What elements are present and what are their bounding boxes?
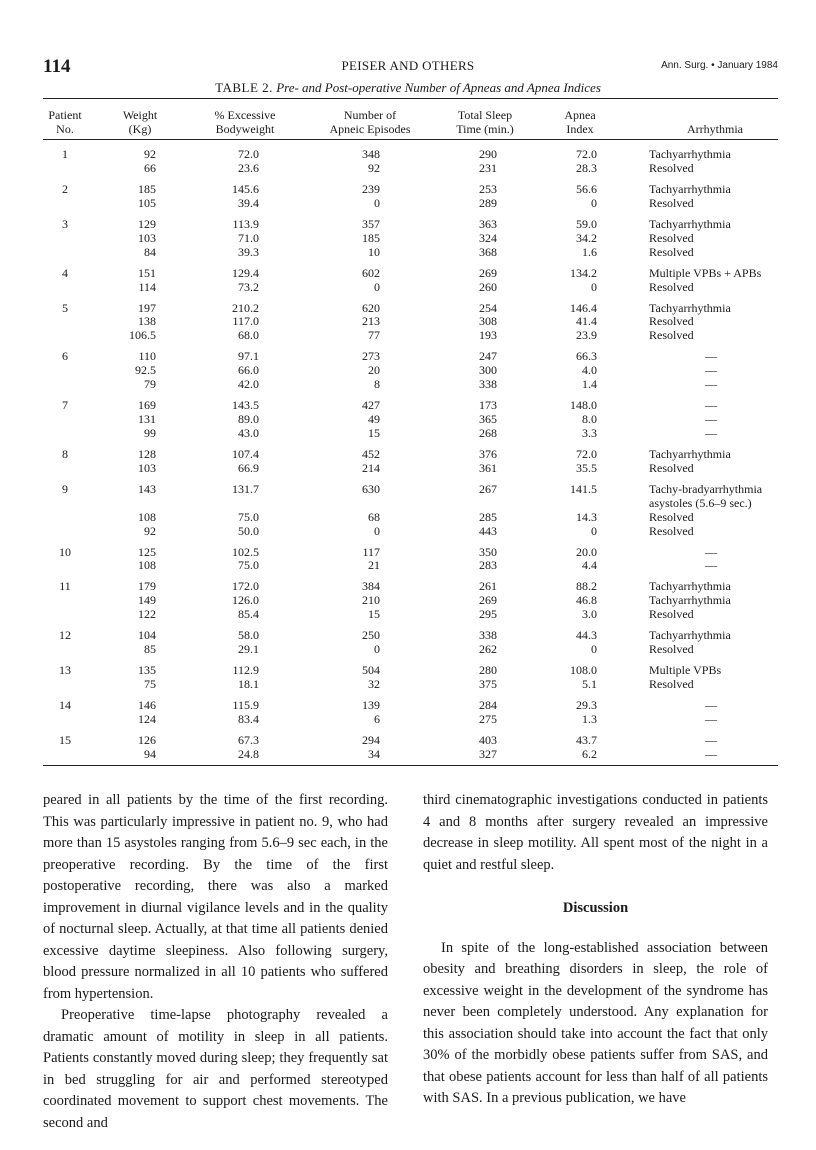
cell-arrhythmia: Tachyarrhythmia xyxy=(649,446,731,461)
cell-weight: 108 xyxy=(138,509,156,524)
cell-sleep-time: 338 xyxy=(479,628,497,643)
cell-arrhythmia: Tachyarrhythmia xyxy=(649,628,731,643)
cell-sleep-time: 338 xyxy=(479,377,497,392)
cell-sleep-time: 368 xyxy=(479,244,497,259)
cell-apnea-index: 6.2 xyxy=(582,746,597,761)
cell-arrhythmia: — xyxy=(705,363,717,378)
cell-weight: 108 xyxy=(138,558,156,573)
cell-excess: 129.4 xyxy=(232,265,259,280)
col-header-apnea-index: Apnea Index xyxy=(564,108,596,136)
cell-arrhythmia: — xyxy=(705,544,717,559)
cell-apnea-index: 4.4 xyxy=(582,558,597,573)
cell-weight: 104 xyxy=(138,628,156,643)
cell-sleep-time: 275 xyxy=(479,711,497,726)
cell-episodes: 0 xyxy=(374,642,380,657)
cell-weight: 124 xyxy=(138,711,156,726)
cell-apnea-index: 148.0 xyxy=(570,398,597,413)
cell-sleep-time: 285 xyxy=(479,509,497,524)
text-column-right xyxy=(423,790,768,1110)
cell-excess: 126.0 xyxy=(232,593,259,608)
cell-patient-no: 8 xyxy=(62,446,68,461)
cell-weight: 131 xyxy=(138,412,156,426)
cell-apnea-index: 3.3 xyxy=(582,425,597,440)
cell-sleep-time: 403 xyxy=(479,732,497,747)
cell-apnea-index: 35.5 xyxy=(576,460,597,475)
cell-excess: 113.9 xyxy=(232,216,259,231)
cell-sleep-time: 193 xyxy=(479,328,497,343)
cell-weight: 75 xyxy=(144,677,156,691)
journal-citation: Ann. Surg. • January 1984 xyxy=(661,60,778,71)
cell-arrhythmia: — xyxy=(705,711,717,726)
cell-excess: 68.0 xyxy=(238,328,259,343)
cell-episodes: 250 xyxy=(362,628,380,643)
cell-weight: 135 xyxy=(138,663,156,678)
cell-arrhythmia: Tachy-bradyarrhythmia xyxy=(649,481,763,496)
cell-apnea-index: 29.3 xyxy=(576,698,597,712)
page-header xyxy=(0,56,816,80)
cell-weight: 122 xyxy=(138,607,156,622)
cell-episodes: 239 xyxy=(362,181,380,196)
cell-weight: 92 xyxy=(144,147,156,161)
cell-sleep-time: 261 xyxy=(479,579,497,594)
cell-episodes: 20 xyxy=(368,363,380,378)
cell-sleep-time: 327 xyxy=(479,746,497,761)
cell-arrhythmia: Resolved xyxy=(649,328,694,343)
cell-episodes: 504 xyxy=(362,663,380,678)
cell-excess: 39.3 xyxy=(238,244,259,259)
cell-patient-no: 15 xyxy=(59,732,71,747)
cell-episodes: 273 xyxy=(362,349,380,364)
cell-episodes: 139 xyxy=(362,698,380,712)
cell-apnea-index: 8.0 xyxy=(582,412,597,426)
cell-episodes: 602 xyxy=(362,265,380,280)
cell-arrhythmia: Resolved xyxy=(649,677,694,691)
text-column-left xyxy=(43,790,388,1134)
cell-apnea-index: 59.0 xyxy=(576,216,597,231)
cell-apnea-index: 108.0 xyxy=(570,663,597,678)
cell-excess: 50.0 xyxy=(238,523,259,538)
cell-arrhythmia: Resolved xyxy=(649,279,694,294)
cell-apnea-index: 72.0 xyxy=(576,446,597,461)
cell-apnea-index: 1.6 xyxy=(582,244,597,259)
cell-apnea-index: 14.3 xyxy=(576,509,597,524)
cell-apnea-index: 3.0 xyxy=(582,607,597,622)
cell-patient-no: 4 xyxy=(62,265,68,280)
cell-excess: 115.9 xyxy=(232,698,259,712)
cell-sleep-time: 280 xyxy=(479,663,497,678)
cell-excess: 172.0 xyxy=(232,579,259,594)
cell-sleep-time: 324 xyxy=(479,230,497,245)
cell-excess: 39.4 xyxy=(238,195,259,210)
cell-excess: 83.4 xyxy=(238,711,259,726)
cell-weight: 149 xyxy=(138,593,156,608)
cell-excess: 71.0 xyxy=(238,230,259,245)
cell-arrhythmia: — xyxy=(705,412,717,426)
table-caption xyxy=(0,80,816,96)
cell-apnea-index: 20.0 xyxy=(576,544,597,559)
col-header-sleep-time: Total Sleep Time (min.) xyxy=(456,108,514,136)
paragraph: third cinematographic investigations conducted in patients 4 and 8 months after surgery revealed an impressive decrease in sleep motility. All spent most of the night in a quiet and restful sleep. xyxy=(423,792,768,873)
cell-episodes: 49 xyxy=(368,412,380,426)
table-title: Pre- and Post-operative Number of Apneas and Apnea Indices xyxy=(276,80,601,95)
col-header-episodes: Number of Apneic Episodes xyxy=(329,108,411,136)
cell-apnea-index: 44.3 xyxy=(576,628,597,643)
cell-weight: 197 xyxy=(138,300,156,315)
cell-weight: 114 xyxy=(138,279,156,294)
cell-patient-no: 10 xyxy=(59,544,71,559)
cell-excess: 107.4 xyxy=(232,446,259,461)
cell-episodes: 348 xyxy=(362,147,380,161)
cell-weight: 151 xyxy=(138,265,156,280)
cell-weight: 92 xyxy=(144,523,156,538)
cell-weight: 143 xyxy=(138,481,156,496)
cell-patient-no: 11 xyxy=(59,579,71,594)
cell-weight: 185 xyxy=(138,181,156,196)
table-header-rule xyxy=(43,139,778,140)
cell-weight: 129 xyxy=(138,216,156,231)
cell-apnea-index: 41.4 xyxy=(576,314,597,329)
cell-excess: 66.9 xyxy=(238,460,259,475)
cell-arrhythmia: Tachyarrhythmia xyxy=(649,216,731,231)
cell-episodes: 6 xyxy=(374,711,380,726)
cell-episodes: 92 xyxy=(368,160,380,175)
cell-arrhythmia: asystoles (5.6–9 sec.) xyxy=(649,495,752,510)
cell-apnea-index: 0 xyxy=(591,523,597,538)
cell-episodes: 15 xyxy=(368,607,380,622)
cell-sleep-time: 247 xyxy=(479,349,497,364)
cell-episodes: 77 xyxy=(368,328,380,343)
paragraph: peared in all patients by the time of the first recording. This was particularly impressive in patient no. 9, who had more than 15 asystoles ranging from 5.6–9 sec each, in the preoperative recording. By the time of the first postoperative recording, there was also a marked improvement in diurnal vigilance levels and in the quality of nocturnal sleep. Actually, at that time all patients denied excessive daytime sleepiness. Also following surgery, blood pressure normalized in all 10 patients who suffered from hypertension. xyxy=(43,792,388,1002)
table-bottom-rule xyxy=(43,765,778,766)
cell-arrhythmia: Resolved xyxy=(649,244,694,259)
cell-episodes: 185 xyxy=(362,230,380,245)
cell-sleep-time: 290 xyxy=(479,147,497,161)
cell-excess: 75.0 xyxy=(238,509,259,524)
cell-patient-no: 3 xyxy=(62,216,68,231)
cell-sleep-time: 262 xyxy=(479,642,497,657)
cell-sleep-time: 443 xyxy=(479,523,497,538)
cell-episodes: 294 xyxy=(362,732,380,747)
col-header-arrhythmia: Arrhythmia xyxy=(687,122,743,136)
cell-excess: 73.2 xyxy=(238,279,259,294)
cell-episodes: 384 xyxy=(362,579,380,594)
cell-episodes: 117 xyxy=(362,544,380,559)
cell-sleep-time: 289 xyxy=(479,195,497,210)
cell-sleep-time: 254 xyxy=(479,300,497,315)
cell-excess: 67.3 xyxy=(238,732,259,747)
cell-sleep-time: 308 xyxy=(479,314,497,329)
cell-episodes: 213 xyxy=(362,314,380,329)
cell-arrhythmia: — xyxy=(705,746,717,761)
cell-excess: 97.1 xyxy=(238,349,259,364)
cell-patient-no: 9 xyxy=(62,481,68,496)
cell-patient-no: 14 xyxy=(59,698,71,712)
cell-sleep-time: 375 xyxy=(479,677,497,691)
cell-patient-no: 5 xyxy=(62,300,68,315)
cell-sleep-time: 269 xyxy=(479,593,497,608)
cell-excess: 85.4 xyxy=(238,607,259,622)
cell-arrhythmia: — xyxy=(705,398,717,413)
cell-sleep-time: 300 xyxy=(479,363,497,378)
cell-apnea-index: 5.1 xyxy=(582,677,597,691)
cell-episodes: 620 xyxy=(362,300,380,315)
cell-episodes: 68 xyxy=(368,509,380,524)
cell-patient-no: 1 xyxy=(62,147,68,161)
cell-arrhythmia: Tachyarrhythmia xyxy=(649,579,731,594)
cell-arrhythmia: Resolved xyxy=(649,160,694,175)
cell-arrhythmia: Resolved xyxy=(649,607,694,622)
cell-excess: 143.5 xyxy=(232,398,259,413)
cell-weight: 125 xyxy=(138,544,156,559)
cell-arrhythmia: Tachyarrhythmia xyxy=(649,300,731,315)
section-heading-discussion: Discussion xyxy=(562,900,629,916)
cell-excess: 42.0 xyxy=(238,377,259,392)
cell-arrhythmia: Tachyarrhythmia xyxy=(649,147,731,161)
cell-excess: 72.0 xyxy=(238,147,259,161)
cell-apnea-index: 134.2 xyxy=(570,265,597,280)
cell-episodes: 214 xyxy=(362,460,380,475)
cell-apnea-index: 1.4 xyxy=(582,377,597,392)
cell-excess: 89.0 xyxy=(238,412,259,426)
cell-arrhythmia: Multiple VPBs xyxy=(649,663,722,678)
cell-arrhythmia: — xyxy=(705,732,717,747)
page-number: 114 xyxy=(43,56,71,77)
cell-excess: 102.5 xyxy=(232,544,259,559)
col-header-excess: % Excessive Bodyweight xyxy=(214,108,276,136)
cell-excess: 131.7 xyxy=(232,481,259,496)
cell-arrhythmia: Resolved xyxy=(649,523,694,538)
cell-excess: 112.9 xyxy=(232,663,259,678)
cell-episodes: 8 xyxy=(374,377,380,392)
cell-episodes: 15 xyxy=(368,425,380,440)
cell-weight: 126 xyxy=(138,732,156,747)
cell-apnea-index: 88.2 xyxy=(576,579,597,594)
cell-sleep-time: 173 xyxy=(479,398,497,413)
cell-apnea-index: 56.6 xyxy=(576,181,597,196)
cell-sleep-time: 253 xyxy=(479,181,497,196)
cell-episodes: 34 xyxy=(368,746,380,761)
cell-episodes: 21 xyxy=(368,558,380,573)
cell-sleep-time: 284 xyxy=(479,698,497,712)
cell-arrhythmia: Resolved xyxy=(649,642,694,657)
cell-apnea-index: 4.0 xyxy=(582,363,597,378)
cell-episodes: 210 xyxy=(362,593,380,608)
cell-sleep-time: 267 xyxy=(479,481,497,496)
cell-arrhythmia: Resolved xyxy=(649,230,694,245)
table-top-rule xyxy=(43,98,778,99)
cell-sleep-time: 268 xyxy=(479,425,497,440)
cell-arrhythmia: Tachyarrhythmia xyxy=(649,181,731,196)
cell-patient-no: 12 xyxy=(59,628,71,643)
cell-weight: 99 xyxy=(144,425,156,440)
cell-apnea-index: 0 xyxy=(591,279,597,294)
cell-excess: 75.0 xyxy=(238,558,259,573)
cell-apnea-index: 66.3 xyxy=(576,349,597,364)
cell-episodes: 0 xyxy=(374,279,380,294)
cell-arrhythmia: Tachyarrhythmia xyxy=(649,593,731,608)
cell-patient-no: 13 xyxy=(59,663,71,678)
cell-arrhythmia: Resolved xyxy=(649,314,694,329)
cell-apnea-index: 46.8 xyxy=(576,593,597,608)
cell-excess: 29.1 xyxy=(238,642,259,657)
cell-sleep-time: 363 xyxy=(479,216,497,231)
cell-weight: 84 xyxy=(144,244,156,259)
cell-sleep-time: 260 xyxy=(479,279,497,294)
cell-sleep-time: 269 xyxy=(479,265,497,280)
cell-excess: 24.8 xyxy=(238,746,259,761)
cell-arrhythmia: Resolved xyxy=(649,195,694,210)
cell-arrhythmia: Multiple VPBs + APBs xyxy=(649,265,762,280)
cell-apnea-index: 34.2 xyxy=(576,230,597,245)
paragraph: In spite of the long-established association between obesity and breathing disorders in sleep, the role of excessive weight in the development of the syndrome has never been completely understood. Any explanation for this association should take into account the fact that only 30% of the morbidly obese patients suffer from SAS, and that obese patients account for less than half of all patients with SAS. In a previous publication, we have xyxy=(423,939,768,1106)
cell-weight: 66 xyxy=(144,160,156,175)
cell-arrhythmia: Resolved xyxy=(649,509,694,524)
cell-episodes: 427 xyxy=(362,398,380,413)
cell-apnea-index: 146.4 xyxy=(570,300,597,315)
running-head: PEISER AND OTHERS xyxy=(341,58,475,73)
cell-sleep-time: 365 xyxy=(479,412,497,426)
cell-sleep-time: 376 xyxy=(479,446,497,461)
cell-apnea-index: 0 xyxy=(591,642,597,657)
cell-excess: 66.0 xyxy=(238,363,259,378)
cell-patient-no: 6 xyxy=(62,349,68,364)
cell-sleep-time: 295 xyxy=(479,607,497,622)
cell-episodes: 32 xyxy=(368,677,380,691)
cell-episodes: 0 xyxy=(374,195,380,210)
cell-weight: 103 xyxy=(138,460,156,475)
cell-weight: 169 xyxy=(138,398,156,413)
cell-sleep-time: 350 xyxy=(479,544,497,559)
cell-weight: 128 xyxy=(138,446,156,461)
cell-episodes: 452 xyxy=(362,446,380,461)
cell-weight: 94 xyxy=(144,746,156,761)
cell-arrhythmia: Resolved xyxy=(649,460,694,475)
cell-weight: 106.5 xyxy=(129,328,156,343)
cell-excess: 58.0 xyxy=(238,628,259,643)
cell-weight: 179 xyxy=(138,579,156,594)
cell-episodes: 357 xyxy=(362,216,380,231)
cell-arrhythmia: — xyxy=(705,698,717,712)
cell-weight: 85 xyxy=(144,642,156,657)
cell-weight: 146 xyxy=(138,698,156,712)
cell-excess: 18.1 xyxy=(238,677,259,691)
cell-sleep-time: 283 xyxy=(479,558,497,573)
table-label: TABLE 2. xyxy=(215,80,273,95)
cell-sleep-time: 231 xyxy=(479,160,497,175)
cell-apnea-index: 141.5 xyxy=(570,481,597,496)
cell-patient-no: 7 xyxy=(62,398,68,413)
col-header-weight: Weight (Kg) xyxy=(122,108,158,136)
cell-apnea-index: 0 xyxy=(591,195,597,210)
cell-excess: 145.6 xyxy=(232,181,259,196)
cell-apnea-index: 72.0 xyxy=(576,147,597,161)
cell-weight: 138 xyxy=(138,314,156,329)
cell-excess: 117.0 xyxy=(232,314,259,329)
cell-arrhythmia: — xyxy=(705,558,717,573)
cell-weight: 105 xyxy=(138,195,156,210)
cell-apnea-index: 43.7 xyxy=(576,732,597,747)
cell-apnea-index: 23.9 xyxy=(576,328,597,343)
cell-excess: 210.2 xyxy=(232,300,259,315)
cell-apnea-index: 1.3 xyxy=(582,711,597,726)
col-header-patient: Patient No. xyxy=(48,108,82,136)
cell-weight: 110 xyxy=(138,349,156,364)
cell-patient-no: 2 xyxy=(62,181,68,196)
cell-apnea-index: 28.3 xyxy=(576,160,597,175)
paragraph: Preoperative time-lapse photography revealed a dramatic amount of motility in sleep in all patients. Patients constantly moved during sleep; they frequently sat in bed struggling for air and performed stereotyped coordinated movement to support chest movements. The second and xyxy=(43,1007,388,1131)
cell-sleep-time: 361 xyxy=(479,460,497,475)
cell-arrhythmia: — xyxy=(705,425,717,440)
cell-excess: 23.6 xyxy=(238,160,259,175)
cell-weight: 79 xyxy=(144,377,156,392)
cell-weight: 92.5 xyxy=(135,363,156,378)
cell-arrhythmia: — xyxy=(705,349,717,364)
cell-episodes: 0 xyxy=(374,523,380,538)
cell-arrhythmia: — xyxy=(705,377,717,392)
cell-excess: 43.0 xyxy=(238,425,259,440)
cell-weight: 103 xyxy=(138,230,156,245)
cell-episodes: 10 xyxy=(368,244,380,259)
cell-episodes: 630 xyxy=(362,481,380,496)
